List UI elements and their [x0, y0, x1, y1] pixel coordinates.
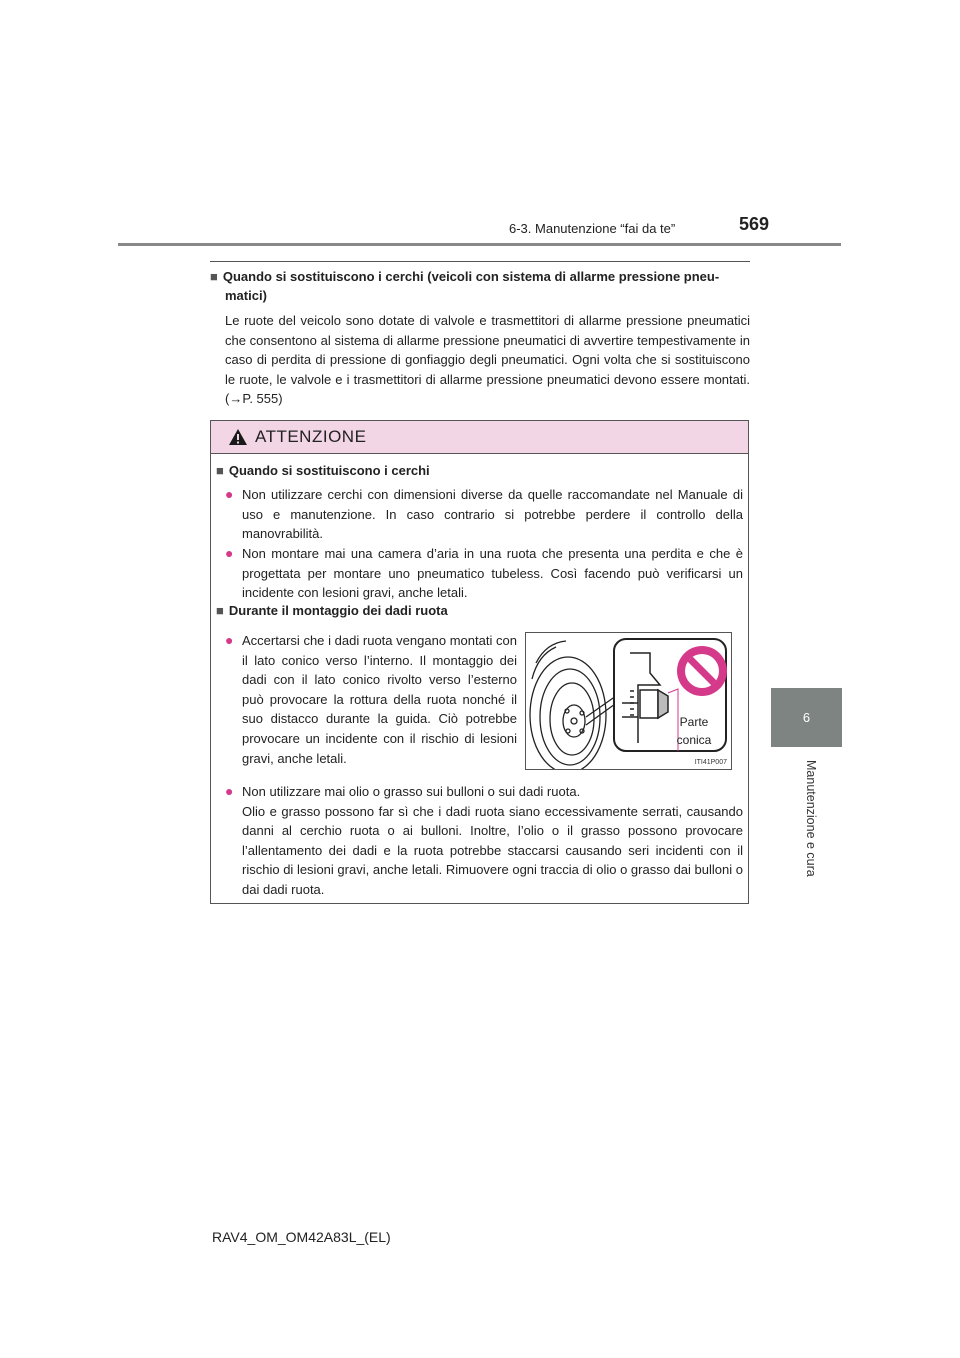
warning-sub1-title: Quando si sostituiscono i cerchi: [228, 463, 430, 478]
header-section-title: 6-3. Manutenzione “fai da te”: [509, 221, 676, 236]
warning-sub2-title: Durante il montaggio dei dadi ruota: [228, 603, 448, 618]
warning-triangle-icon: [228, 428, 248, 446]
warning-item-line1: Non utilizzare mai olio o grasso sui bulloni o sui dadi ruota.: [242, 784, 581, 799]
wheel-nut-illustration: [525, 632, 732, 770]
chapter-side-label: Manutenzione e cura: [804, 760, 818, 877]
square-bullet-icon: ■: [216, 463, 224, 478]
warning-item: [225, 631, 517, 768]
section-title-line1: Quando si sostituiscono i cerchi (veicoli con sistema di allarme pressione pneu-: [222, 269, 720, 284]
section-rule: [210, 261, 750, 262]
prohibition-icon: [677, 646, 727, 696]
square-bullet-icon: ■: [210, 269, 218, 284]
warning-item: [225, 544, 743, 603]
header-rule: [118, 243, 841, 246]
warning-item-text: Non montare mai una camera d’aria in una ruota che presenta una perdita e che è progettata per montare uno pneumatico tubeless. Così facendo può verificarsi un incidente con lesioni gravi, anche letali.: [242, 546, 743, 601]
section-title-line2: matici): [225, 288, 267, 303]
warning-sub1: [216, 463, 430, 478]
warning-item-text: Non utilizzare cerchi con dimensioni diverse da quelle raccomandate nel Manuale di uso e manutenzione. In caso contrario si potrebbe perdere il controllo della manovrabilità.: [242, 487, 743, 542]
section-body: Le ruote del veicolo sono dotate di valvole e trasmettitori di allarme pressione pneumatici che consentono al sistema di allarme pressione pneumatici di avvertire tempestivamente in caso di perdita di pressione di gonfiaggio degli pneumatici. Ogni volta che si sostituiscono le ruote, le valvole e i trasmettitori di allarme pressione pneumatici devono essere montati. (→P. 555): [225, 313, 750, 407]
footer-code: RAV4_OM_OM42A83L_(EL): [212, 1229, 391, 1245]
warning-item: [225, 782, 743, 900]
warning-item: [225, 485, 743, 544]
warning-sub2: [216, 603, 448, 618]
warning-item-text: Accertarsi che i dadi ruota vengano montati con il lato conico verso l’interno. Il montaggio dei dadi con il lato conico rivolto verso l’esterno può provocare la rottura della ruota nonché il suo distacco durante la guida. Ciò potrebbe provocare un incidente con il rischio di lesioni gravi, anche letali.: [242, 633, 517, 766]
warning-item-line2: Olio e grasso possono far sì che i dadi ruota siano eccessivamente serrati, causando danni al cerchio ruota o ai bulloni. Inoltre, l’olio o il grasso possono provocare l’allentamento dei dadi e la ruota potrebbe staccarsi causando seri incidenti con il rischio di lesioni gravi, anche letali. Rimuovere ogni traccia di olio o grasso dai bulloni o dai dadi ruota.: [242, 803, 743, 897]
figure-code: ITI41P007: [694, 759, 727, 766]
bullet-dot-icon: ●: [225, 486, 234, 502]
figure-label-line1: Parte: [679, 715, 709, 729]
wheel-nut-drawing: [526, 633, 731, 769]
warning-header: [211, 421, 748, 454]
bullet-dot-icon: ●: [225, 545, 234, 561]
bullet-dot-icon: ●: [225, 632, 234, 648]
chapter-tab: 6: [771, 688, 842, 747]
section-title: [210, 267, 750, 305]
warning-title: ATTENZIONE: [255, 427, 367, 446]
figure-label-line2: conica: [676, 733, 712, 747]
square-bullet-icon: ■: [216, 603, 224, 618]
page-number: 569: [739, 214, 770, 234]
tpms-section: [210, 267, 750, 409]
bullet-dot-icon: ●: [225, 783, 234, 799]
